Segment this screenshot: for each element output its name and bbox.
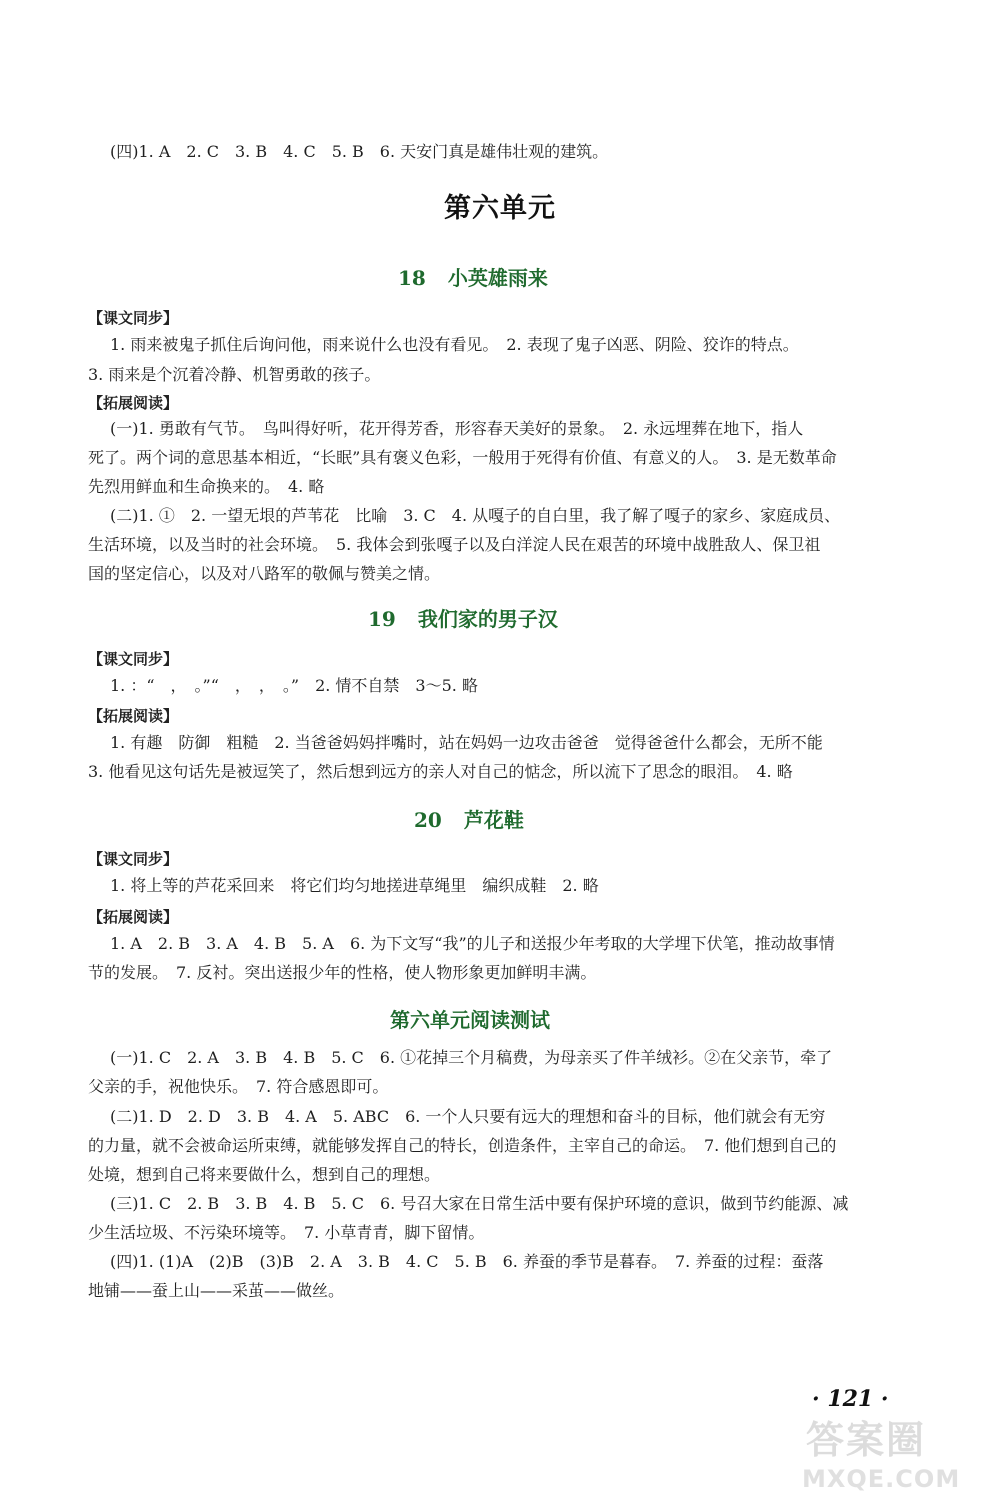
- watermark-logo: [800, 1405, 990, 1500]
- answer-line: (一)1. C 2. A 3. B 4. B 5. C 6. ①花掉三个月稿费，为母亲买了件羊绒衫。②在父亲节，牵了: [110, 1048, 833, 1067]
- lesson-number: 19: [368, 607, 396, 631]
- lesson-number: 18: [398, 266, 426, 290]
- answer-line: 先烈用鲜血和生命换来的。 4. 略: [88, 477, 325, 496]
- answer-line: 1. 有趣 防御 粗糙 2. 当爸爸妈妈拌嘴时，站在妈妈一边攻击爸爸 觉得爸爸什么都会，无所不能: [110, 733, 823, 752]
- answer-line: 地铺——蚕上山——采茧——做丝。: [88, 1281, 345, 1300]
- answer-line: 父亲的手，祝他快乐。 7. 符合感恩即可。: [88, 1077, 389, 1096]
- section-tag: 【课文同步】: [88, 309, 179, 327]
- section-tag: 【课文同步】: [88, 850, 179, 868]
- watermark-url: MXQE.COM: [802, 1465, 961, 1493]
- answer-line: 死了。两个词的意思基本相近，“长眠”具有褒义色彩，一般用于死得有价值、有意义的人。 3. 是无数革命: [88, 448, 837, 467]
- answer-line: 的力量，就不会被命运所束缚，就能够发挥自己的特长，创造条件，主宰自己的命运。 7. 他们想到自己的: [88, 1136, 837, 1155]
- answer-line: 3. 雨来是个沉着冷静、机智勇敢的孩子。: [88, 365, 381, 384]
- lesson-heading: [368, 603, 558, 632]
- answer-line: 1. A 2. B 3. A 4. B 5. A 6. 为下文写“我”的儿子和送报少年考取的大学埋下伏笔，推动故事情: [110, 934, 835, 953]
- answer-line: 生活环境，以及当时的社会环境。 5. 我体会到张嘎子以及白洋淀人民在艰苦的环境中战胜敌人、保卫祖: [88, 535, 821, 554]
- watermark-text: 答案圈: [806, 1418, 927, 1462]
- section-tag: 【拓展阅读】: [88, 908, 179, 926]
- answer-line: 1. ：“ ， 。”“ ， ， 。” 2. 情不自禁 3～5. 略: [110, 676, 478, 695]
- section-tag: 【拓展阅读】: [88, 394, 179, 412]
- lesson-title: 芦花鞋: [463, 808, 524, 832]
- answer-line: (三)1. C 2. B 3. B 4. B 5. C 6. 号召大家在日常生活中要有保护环境的意识，做到节约能源、减: [110, 1194, 849, 1213]
- answer-line: (四)1. (1)A (2)B (3)B 2. A 3. B 4. C 5. B 6. 养蚕的季节是暮春。 7. 养蚕的过程：蚕落: [110, 1252, 824, 1271]
- lesson-title: 我们家的男子汉: [417, 607, 558, 631]
- answer-line: (二)1. ① 2. 一望无垠的芦苇花 比喻 3. C 4. 从嘎子的自白里，我了解了嘎子的家乡、家庭成员、: [110, 506, 841, 525]
- unit-title: 第六单元: [444, 193, 556, 224]
- answer-line: 3. 他看见这句话先是被逗笑了，然后想到远方的亲人对自己的惦念，所以流下了思念的眼泪。 4. 略: [88, 762, 793, 781]
- answer-line: (四)1. A 2. C 3. B 4. C 5. B 6. 天安门真是雄伟壮观的建筑。: [110, 142, 609, 161]
- lesson-heading: [414, 804, 524, 833]
- lesson-number: 20: [414, 808, 442, 832]
- answer-line: 1. 雨来被鬼子抓住后询问他，雨来说什么也没有看见。 2. 表现了鬼子凶恶、阴险、狡诈的特点。: [110, 335, 799, 354]
- section-tag: 【拓展阅读】: [88, 707, 179, 725]
- page-number: · 121 ·: [812, 1386, 889, 1412]
- answer-line: (二)1. D 2. D 3. B 4. A 5. ABC 6. 一个人只要有远大的理想和奋斗的目标，他们就会有无穷: [110, 1107, 826, 1126]
- lesson-title: 小英雄雨来: [447, 266, 548, 290]
- answer-line: 国的坚定信心，以及对八路军的敬佩与赞美之情。: [88, 564, 441, 583]
- section-tag: 【课文同步】: [88, 650, 179, 668]
- lesson-heading: [398, 262, 548, 291]
- answer-line: (一)1. 勇敢有气节。 鸟叫得好听，花开得芳香，形容春天美好的景象。 2. 永远埋葬在地下，指人: [110, 419, 804, 438]
- answer-line: 1. 将上等的芦花采回来 将它们均匀地搓进草绳里 编织成鞋 2. 略: [110, 876, 599, 895]
- answer-line: 处境，想到自己将来要做什么，想到自己的理想。: [88, 1165, 441, 1184]
- answer-line: 节的发展。 7. 反衬。突出送报少年的性格，使人物形象更加鲜明丰满。: [88, 963, 597, 982]
- answer-line: 少生活垃圾、不污染环境等。 7. 小草青青，脚下留情。: [88, 1223, 485, 1242]
- test-title: 第六单元阅读测试: [390, 1008, 550, 1032]
